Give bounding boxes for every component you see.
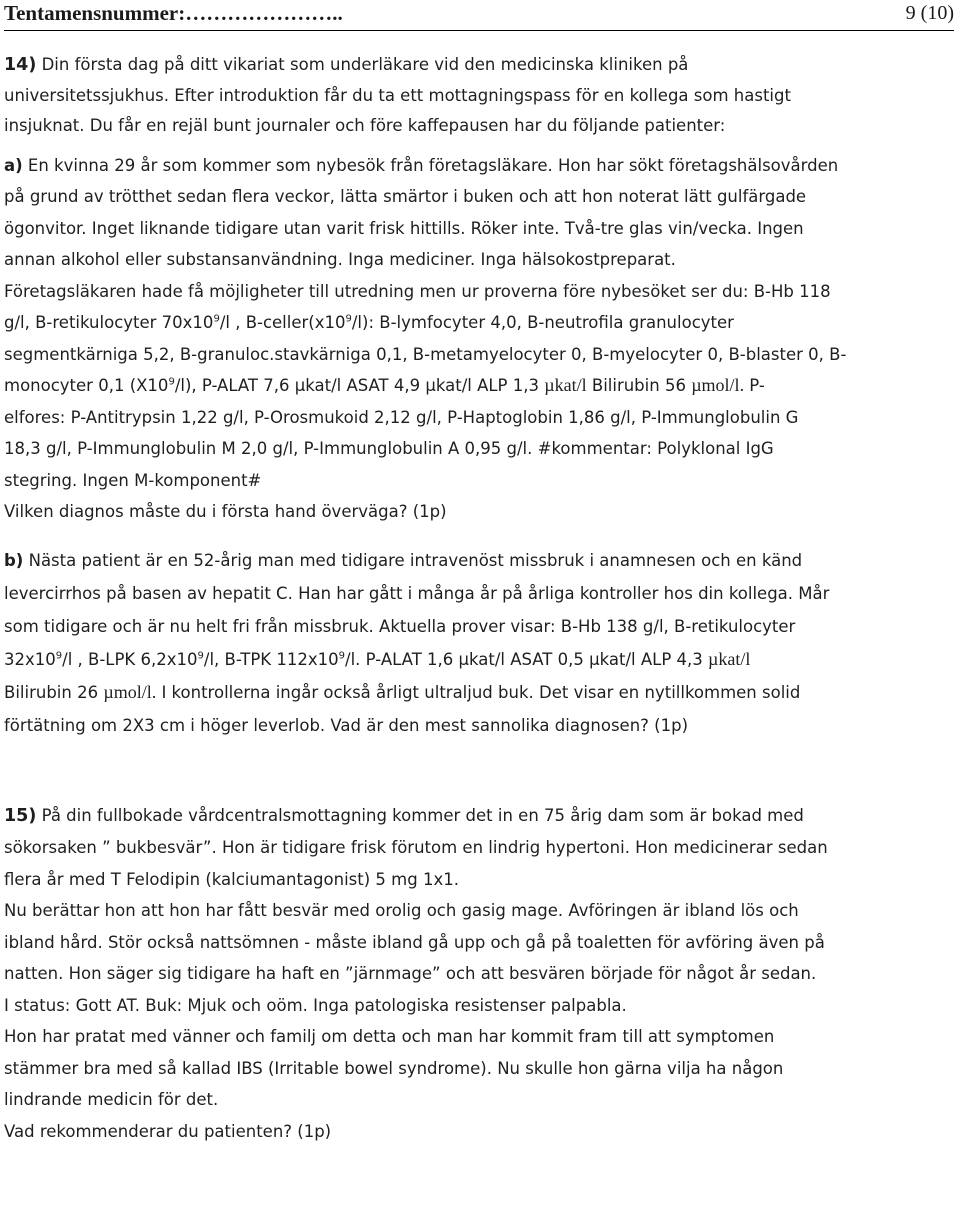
text-span: /l): B-lymfocyter 4,0, B-neutrofila granulocyter bbox=[351, 313, 734, 332]
unit-serif: µmol/l. bbox=[691, 375, 745, 395]
text-span: Bilirubin 26 bbox=[4, 682, 104, 702]
text-span: P- bbox=[744, 376, 765, 395]
question-14a bbox=[4, 150, 952, 528]
question-14b bbox=[4, 544, 952, 742]
superscript: 9 bbox=[345, 313, 352, 325]
text-span: /l), P-ALAT 7,6 µkat/l ASAT 4,9 µkat/l ALP 1,3 bbox=[174, 376, 545, 395]
text-line: natten. Hon säger sig tidigare ha haft en ”järnmage” och att besvären började för något år sedan. bbox=[4, 964, 817, 983]
superscript: 9 bbox=[213, 313, 220, 325]
spacer bbox=[4, 528, 952, 544]
text-span: 32x10 bbox=[4, 649, 56, 669]
superscript: 9 bbox=[55, 650, 63, 661]
text-line: ibland hård. Stör också nattsömnen - måste ibland gå upp och gå på toaletten för avföring även på bbox=[4, 932, 825, 952]
text-span: I kontrollerna ingår också årligt ultraljud buk. Det visar en nytillkommen solid bbox=[156, 682, 801, 702]
superscript: 9 bbox=[168, 376, 175, 388]
text-span: En kvinna 29 år som kommer som nybesök från företagsläkare. Hon har sökt företagshälsovården bbox=[22, 155, 839, 175]
unit-serif: µkat/l bbox=[708, 648, 751, 669]
text-line: stegring. Ingen M-komponent# bbox=[4, 470, 262, 490]
text-span: g/l, B-retikulocyter 70x10 bbox=[4, 313, 214, 332]
text-line bbox=[4, 800, 952, 833]
text-span: På din fullbokade vårdcentralsmottagning kommer det in en 75 årig dam som är bokad med bbox=[36, 805, 804, 825]
text-span: /l. P-ALAT 1,6 µkat/l ASAT 0,5 µkat/l ALP 4,3 bbox=[345, 649, 709, 669]
text-line bbox=[4, 307, 952, 339]
text-span: monocyter 0,1 (X10 bbox=[4, 376, 169, 395]
unit-serif: µmol/l. bbox=[103, 681, 157, 702]
text-line bbox=[4, 544, 952, 577]
text-line: Vilken diagnos måste du i första hand överväga? (1p) bbox=[4, 502, 447, 521]
exam-number-label: Tentamensnummer:………………….. bbox=[4, 1, 343, 25]
superscript: 9 bbox=[338, 650, 346, 661]
text-line: I status: Gott AT. Buk: Mjuk och oöm. Inga patologiska resistenser palpabla. bbox=[4, 995, 627, 1015]
page-content bbox=[4, 50, 952, 1147]
text-line: som tidigare och är nu helt fri från missbruk. Aktuella prover visar: B-Hb 138 g/l, B-retikulocyter bbox=[4, 616, 796, 636]
text-line bbox=[4, 676, 952, 709]
page-header bbox=[4, 0, 954, 31]
text-span: Nästa patient är en 52-årig man med tidigare intravenöst missbruk i anamnesen och en känd bbox=[23, 550, 803, 570]
text-line bbox=[4, 50, 952, 81]
text-line: flera år med T Felodipin (kalciumantagonist) 5 mg 1x1. bbox=[4, 869, 459, 889]
question-15 bbox=[4, 800, 952, 1148]
text-line: 18,3 g/l, P-Immunglobulin M 2,0 g/l, P-Immunglobulin A 0,95 g/l. #kommentar: Polyklonal IgG bbox=[4, 439, 774, 458]
superscript: 9 bbox=[197, 650, 204, 661]
text-line: insjuknat. Du får en rejäl bunt journaler och före kaffepausen har du följande patienter: bbox=[4, 116, 726, 135]
subquestion-label: a) bbox=[4, 155, 23, 175]
question-number: 14) bbox=[4, 55, 37, 75]
question-14-intro bbox=[4, 50, 952, 142]
text-line: Hon har pratat med vänner och familj om detta och man har kommit fram till att symptomen bbox=[4, 1027, 775, 1046]
text-line: på grund av trötthet sedan flera veckor, lätta smärtor i buken och att hon noterat lätt gulfärgade bbox=[4, 187, 807, 206]
text-line: sökorsaken ” bukbesvär”. Hon är tidigare frisk förutom en lindrig hypertoni. Hon medicinerar sedan bbox=[4, 838, 828, 857]
question-number: 15) bbox=[4, 805, 37, 826]
text-line: elfores: P-Antitrypsin 1,22 g/l, P-Orosmukoid 2,12 g/l, P-Haptoglobin 1,86 g/l, P-Immunglobulin G bbox=[4, 407, 799, 427]
text-line bbox=[4, 150, 952, 182]
text-line: lindrande medicin för det. bbox=[4, 1090, 219, 1109]
text-line: universitetssjukhus. Efter introduktion får du ta ett mottagningspass för en kollega som hastigt bbox=[4, 85, 791, 105]
page-number: 9 (10) bbox=[905, 2, 954, 24]
text-line: Vad rekommenderar du patienten? (1p) bbox=[4, 1121, 332, 1141]
spacer bbox=[4, 742, 952, 800]
text-line: levercirrhos på basen av hepatit C. Han har gått i många år på årliga kontroller hos din kollega. Mår bbox=[4, 583, 830, 603]
subquestion-label: b) bbox=[4, 550, 24, 570]
text-line: Företagsläkaren hade få möjligheter till utredning men ur proverna före nybesöket ser du: B-Hb 118 bbox=[4, 281, 831, 301]
text-span: Din första dag på ditt vikariat som underläkare vid den medicinska kliniken på bbox=[36, 55, 689, 74]
spacer bbox=[4, 142, 952, 150]
text-line: annan alkohol eller substansanvändning. Inga mediciner. Inga hälsokostpreparat. bbox=[4, 250, 676, 269]
text-line: segmentkärniga 5,2, B-granuloc.stavkärniga 0,1, B-metamyelocyter 0, B-myelocyter 0, B-blaster 0, B- bbox=[4, 344, 847, 364]
text-line: ögonvitor. Inget liknande tidigare utan varit frisk hittills. Röker inte. Två-tre glas vin/vecka. Ingen bbox=[4, 218, 804, 238]
text-line bbox=[4, 643, 952, 676]
text-line bbox=[4, 370, 952, 402]
text-line: Nu berättar hon att hon har fått besvär med orolig och gasig mage. Avföringen är ibland lös och bbox=[4, 901, 799, 920]
text-line: förtätning om 2X3 cm i höger leverlob. Vad är den mest sannolika diagnosen? (1p) bbox=[4, 715, 689, 735]
text-span: Bilirubin 56 bbox=[586, 376, 692, 395]
unit-serif: µkat/l bbox=[544, 375, 587, 395]
text-span: /l, B-TPK 112x10 bbox=[203, 649, 339, 669]
text-span: /l , B-celler(x10 bbox=[219, 313, 346, 332]
text-line: stämmer bra med så kallad IBS (Irritable bowel syndrome). Nu skulle hon gärna vilja ha någon bbox=[4, 1058, 784, 1078]
text-span: /l , B-LPK 6,2x10 bbox=[62, 649, 198, 669]
